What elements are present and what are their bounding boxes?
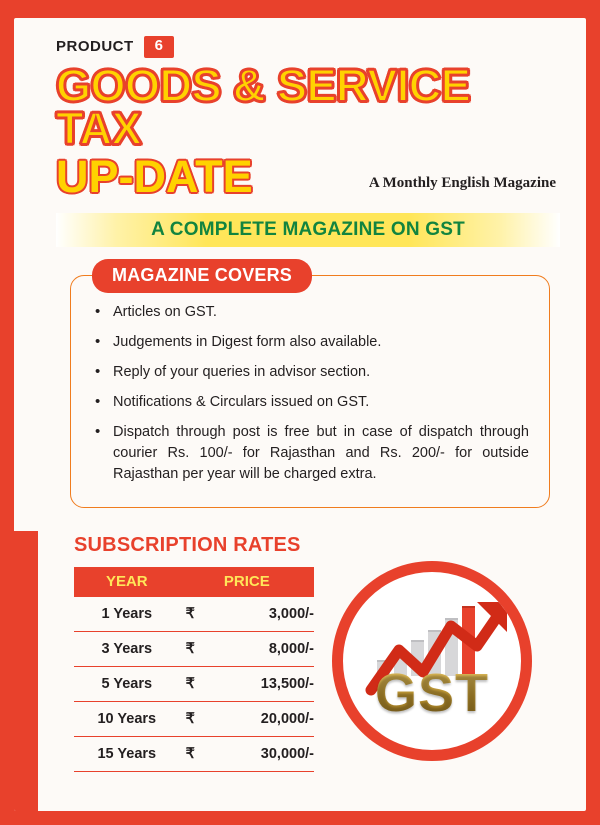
price-value: 13,500/- <box>260 675 314 692</box>
bullet-icon: • <box>95 422 101 440</box>
page-title-line2: UP-DATE <box>56 150 253 202</box>
table-row <box>74 631 314 666</box>
cell-year: 1 Years <box>74 597 180 632</box>
list-item-text: Articles on GST. <box>113 303 217 320</box>
list-item <box>91 302 531 323</box>
list-item <box>91 392 531 413</box>
product-tag <box>56 36 560 58</box>
rupee-icon: ₹ <box>185 640 195 657</box>
cell-price <box>180 631 314 666</box>
rupee-icon: ₹ <box>185 745 195 762</box>
rupee-icon: ₹ <box>185 710 195 727</box>
bullet-icon: • <box>95 302 101 320</box>
title-second-row <box>56 150 560 202</box>
list-item-text: Notifications & Circulars issued on GST. <box>113 393 370 410</box>
subscription-row <box>56 567 560 772</box>
list-item <box>91 332 531 353</box>
bullet-icon: • <box>95 362 101 380</box>
list-item-text: Dispatch through post is free but in case of dispatch through courier Rs. 100/- for Rajasthan and Rs. 200/- for outside Rajasthan per year will be charged extra. <box>113 423 529 482</box>
table-header-row <box>74 567 314 597</box>
magazine-covers-label: MAGAZINE COVERS <box>92 259 312 293</box>
price-value: 8,000/- <box>268 640 314 657</box>
cell-price <box>180 701 314 736</box>
poster-content <box>14 18 586 772</box>
column-header-year: YEAR <box>74 567 180 597</box>
tagline-banner <box>56 213 560 247</box>
bullet-icon: • <box>95 392 101 410</box>
rates-table <box>74 567 314 772</box>
cell-year: 15 Years <box>74 736 180 771</box>
magazine-covers-box <box>70 275 550 508</box>
tagline-text: A COMPLETE MAGAZINE ON GST <box>151 218 465 240</box>
bullet-icon: • <box>95 332 101 350</box>
covers-list <box>91 302 531 485</box>
table-row <box>74 736 314 771</box>
magazine-covers-section <box>70 264 550 508</box>
table-row <box>74 701 314 736</box>
table-row <box>74 666 314 701</box>
rupee-icon: ₹ <box>185 605 195 622</box>
gst-art-inner <box>340 569 524 753</box>
product-number-badge: 6 <box>144 36 174 58</box>
cell-price <box>180 666 314 701</box>
product-label: PRODUCT <box>56 38 134 56</box>
table-row <box>74 597 314 632</box>
page-subtitle: A Monthly English Magazine <box>368 174 556 191</box>
subscription-heading: SUBSCRIPTION RATES <box>74 533 301 556</box>
cell-year: 3 Years <box>74 631 180 666</box>
gst-growth-chart-arrow-icon <box>332 561 532 761</box>
subscription-rates <box>74 567 314 772</box>
page-title: GOODS & SERVICE TAX <box>56 59 471 154</box>
list-item <box>91 362 531 383</box>
price-value: 20,000/- <box>260 710 314 727</box>
list-item <box>91 422 531 485</box>
list-item-text: Judgements in Digest form also available. <box>113 333 382 350</box>
column-header-price: PRICE <box>180 567 314 597</box>
cell-price <box>180 597 314 632</box>
poster-card <box>14 18 586 811</box>
cell-year: 10 Years <box>74 701 180 736</box>
cell-year: 5 Years <box>74 666 180 701</box>
rupee-icon: ₹ <box>185 675 195 692</box>
gst-wordmark: GST <box>343 662 521 724</box>
cell-price <box>180 736 314 771</box>
list-item-text: Reply of your queries in advisor section. <box>113 363 371 380</box>
price-value: 30,000/- <box>260 745 314 762</box>
price-value: 3,000/- <box>268 605 314 622</box>
